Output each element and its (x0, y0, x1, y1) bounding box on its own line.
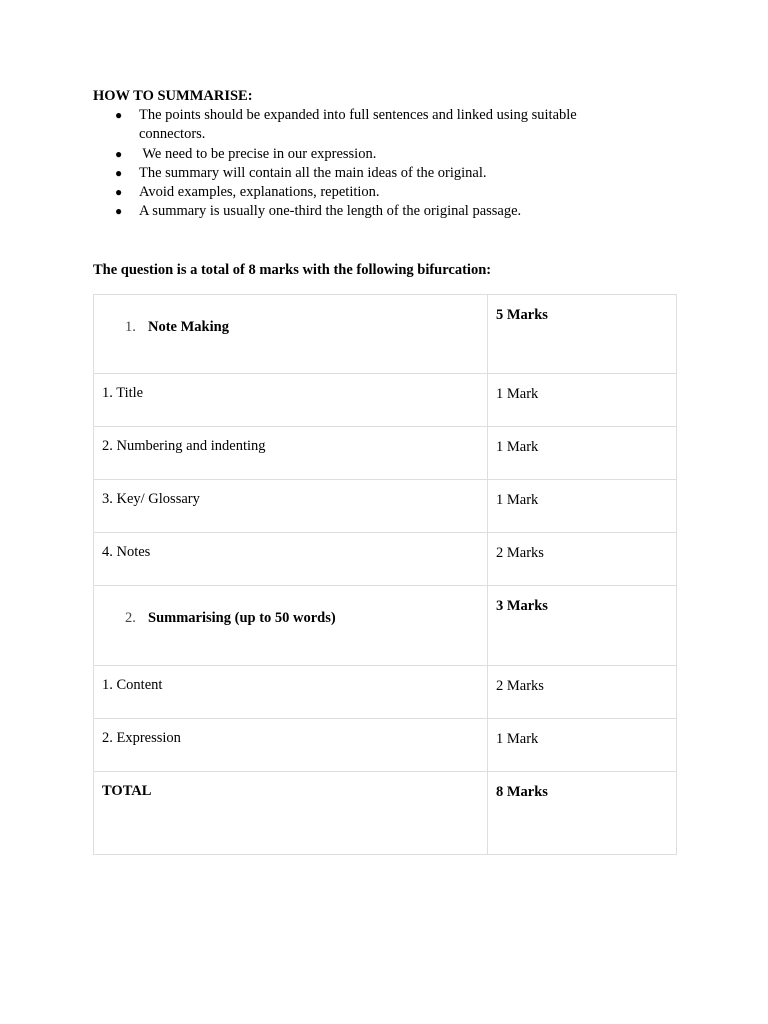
bullet-icon: ● (115, 165, 123, 180)
total-marks: 8 Marks (496, 784, 548, 800)
table-cell-marks: 1 Mark (488, 719, 677, 772)
section-marks-cell (488, 586, 677, 666)
bullet-icon: ● (115, 146, 123, 161)
section-number: 1. (125, 319, 136, 335)
table-row-section-summarising (94, 586, 677, 666)
total-label-cell (94, 772, 488, 855)
summarise-heading: HOW TO SUMMARISE: (93, 88, 253, 104)
list-item (93, 183, 633, 202)
section-number: 2. (125, 610, 136, 626)
section-marks: 3 Marks (496, 598, 548, 614)
list-item-text: We need to be precise in our expression. (139, 145, 377, 162)
table-row (94, 666, 677, 719)
list-item (93, 145, 633, 164)
table-row (94, 480, 677, 533)
section-label: Summarising (up to 50 words) (148, 610, 336, 626)
table-cell-label: 2. Numbering and indenting (94, 427, 488, 480)
table-cell-marks: 1 Mark (488, 480, 677, 533)
table-row (94, 374, 677, 427)
table-cell-marks: 2 Marks (488, 666, 677, 719)
table-cell-label: 1. Title (94, 374, 488, 427)
table-cell-label: 4. Notes (94, 533, 488, 586)
table-row-total (94, 772, 677, 855)
total-marks-cell (488, 772, 677, 855)
bullet-icon: ● (115, 185, 123, 200)
summarise-points-list (93, 106, 633, 222)
table-row-section-note-making (94, 295, 677, 374)
marks-table (93, 294, 677, 855)
section-marks: 5 Marks (496, 307, 548, 323)
table-cell-label: 2. Expression (94, 719, 488, 772)
list-item-text: The points should be expanded into full sentences and linked using suitable connectors. (139, 107, 577, 143)
section-title-cell (94, 586, 488, 666)
table-row (94, 427, 677, 480)
list-item (93, 164, 633, 183)
list-item-text: A summary is usually one-third the length of the original passage. (139, 203, 522, 220)
table-row (94, 533, 677, 586)
table-cell-label: 3. Key/ Glossary (94, 480, 488, 533)
list-item-text: The summary will contain all the main ideas of the original. (139, 164, 487, 181)
table-cell-marks: 2 Marks (488, 533, 677, 586)
table-cell-marks: 1 Mark (488, 427, 677, 480)
section-label: Note Making (148, 319, 229, 335)
section-title-cell (94, 295, 488, 374)
table-row (94, 719, 677, 772)
marks-intro: The question is a total of 8 marks with the following bifurcation: (93, 262, 492, 278)
list-item (93, 202, 633, 221)
table-cell-label: 1. Content (94, 666, 488, 719)
bullet-icon: ● (115, 204, 123, 219)
table-cell-marks: 1 Mark (488, 374, 677, 427)
total-label: TOTAL (102, 783, 152, 799)
bullet-icon: ● (115, 108, 123, 122)
list-item-text: Avoid examples, explanations, repetition. (139, 184, 380, 201)
list-item (93, 106, 633, 145)
section-marks-cell (488, 295, 677, 374)
